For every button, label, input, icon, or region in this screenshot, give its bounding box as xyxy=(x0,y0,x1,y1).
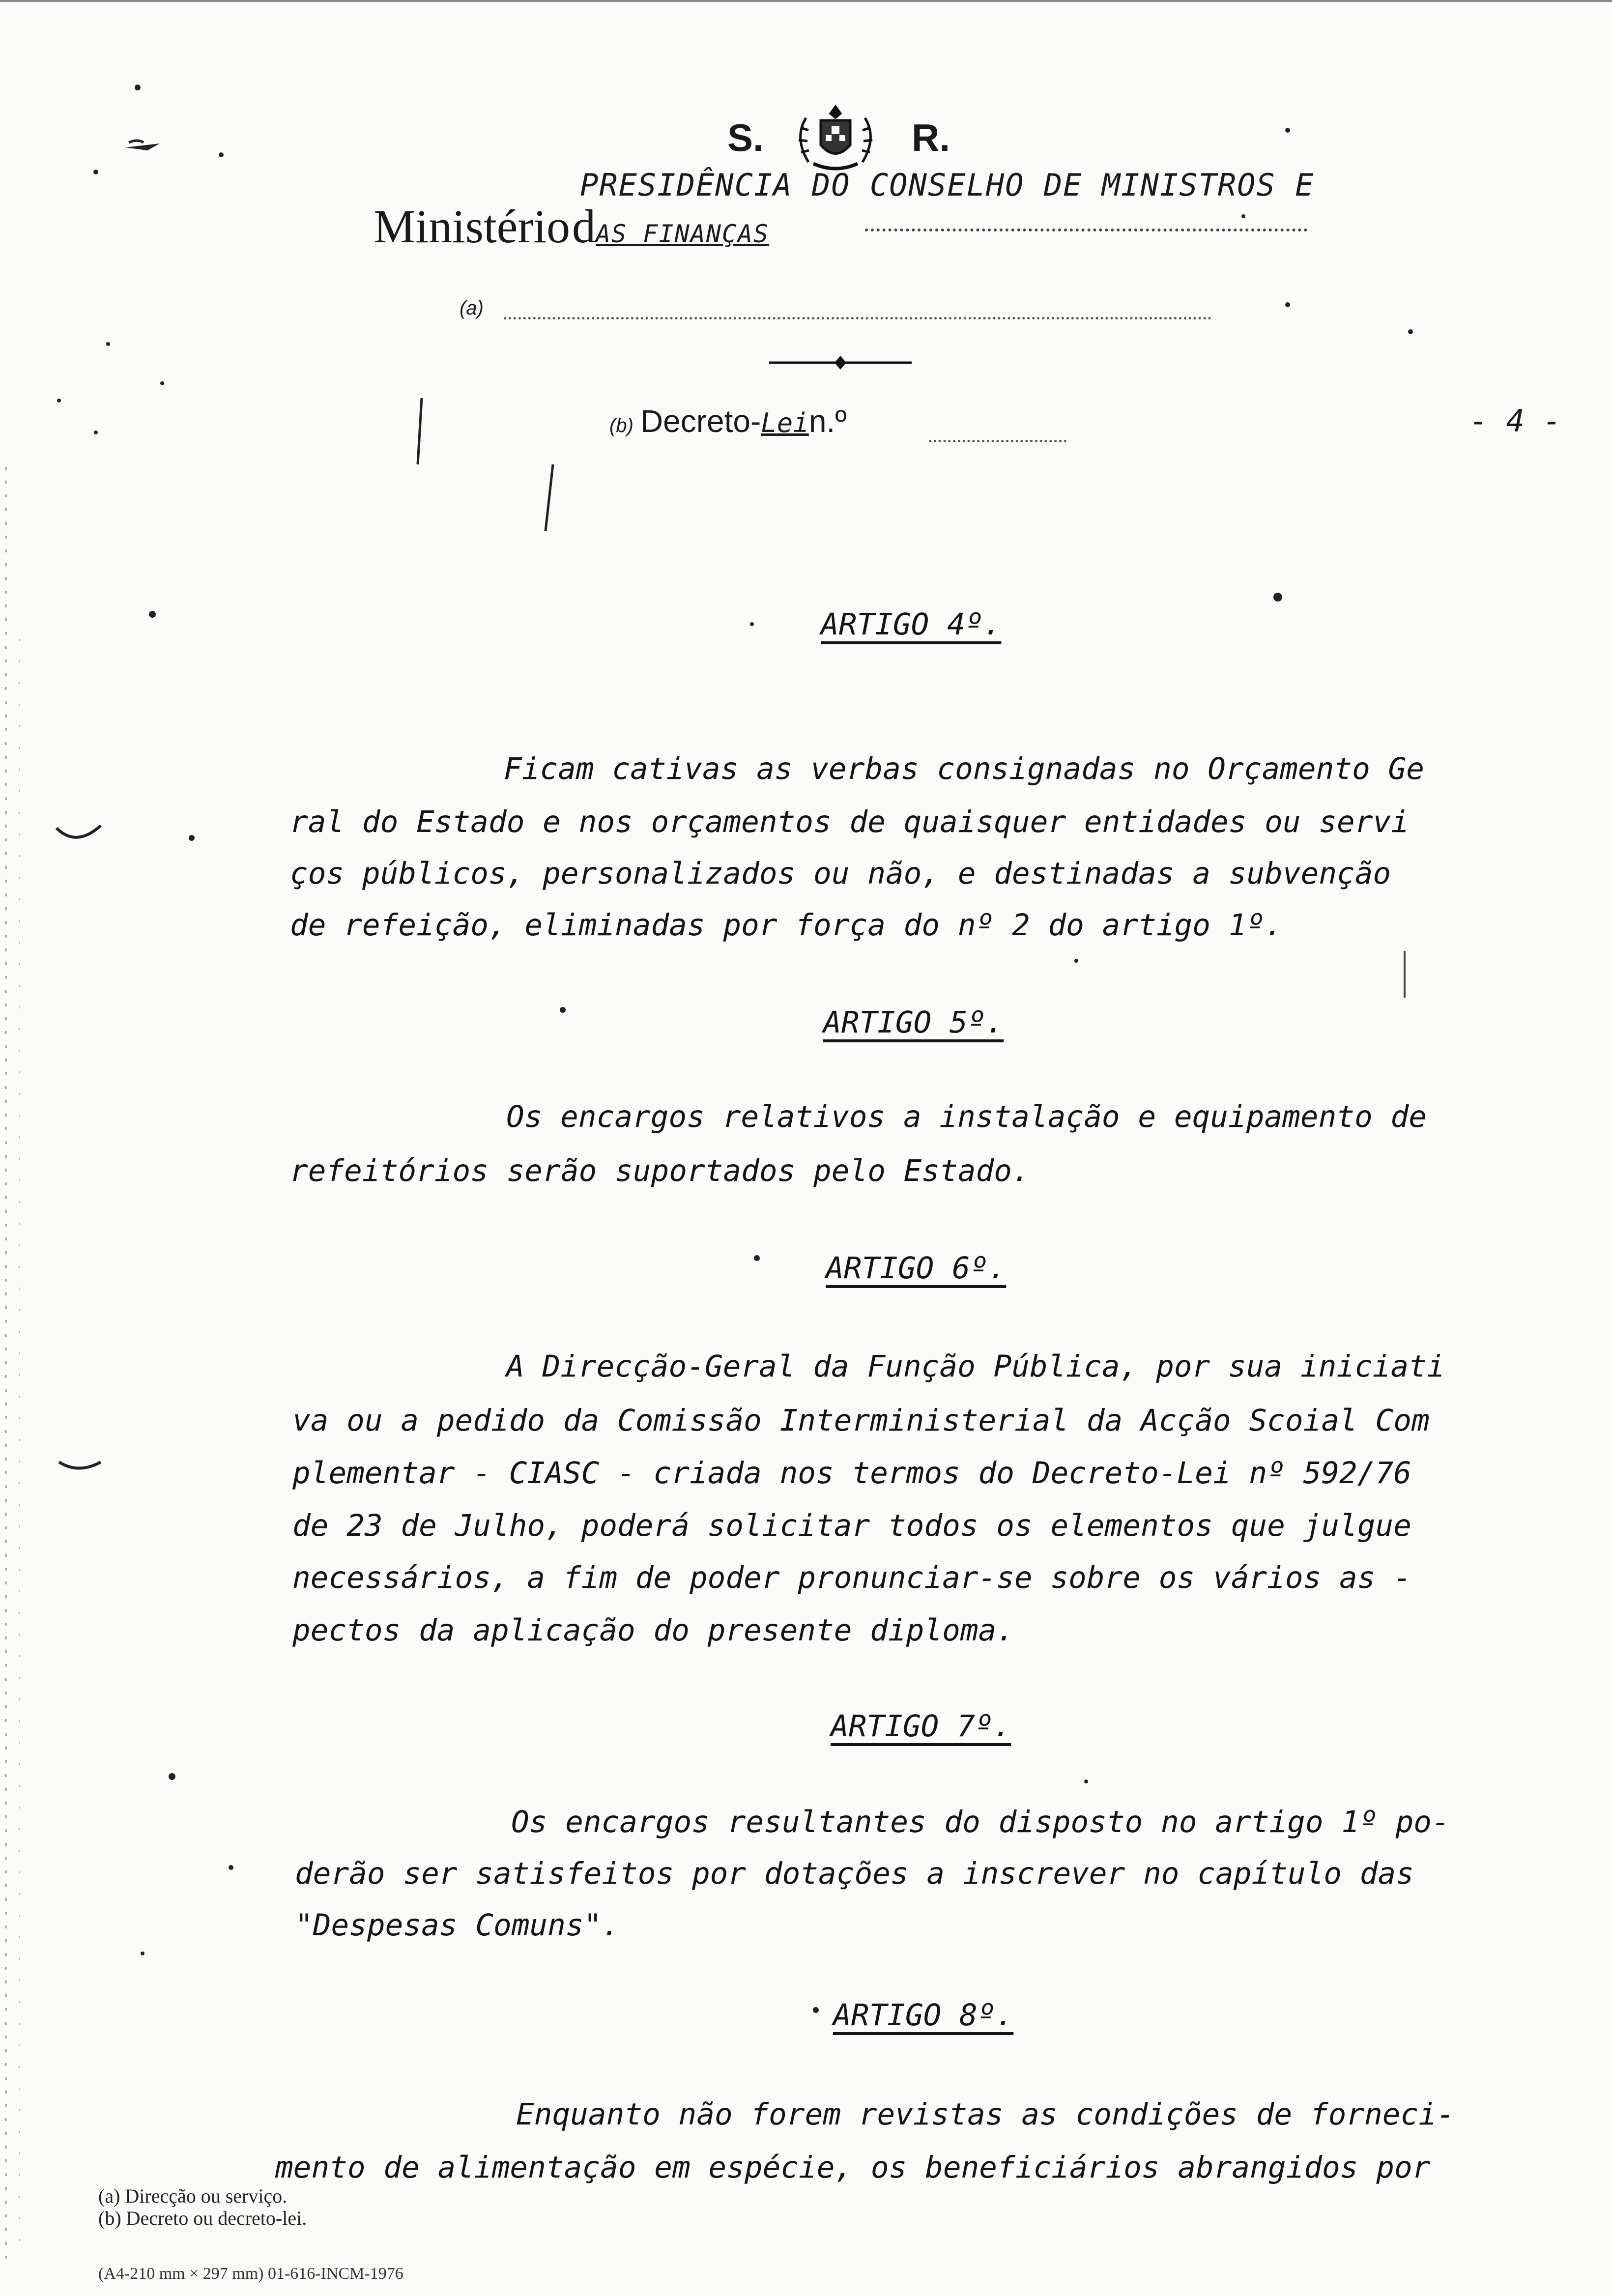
article-line: Enquanto não forem revistas as condições de forneci- xyxy=(516,2097,1455,2132)
field-b-mark: (b) xyxy=(609,415,633,436)
article-line: va ou a pedido da Comissão Interministerial da Acção Scoial Com xyxy=(292,1403,1430,1438)
ministerio-de: d xyxy=(572,200,596,253)
decreto-line xyxy=(609,403,847,439)
article-heading: ARTIGO 6º. xyxy=(826,1251,1007,1286)
decreto-label: Decreto- xyxy=(640,403,761,439)
letterhead-sr xyxy=(727,101,983,174)
letterhead-r: R. xyxy=(912,116,950,159)
field-a-dotted-line xyxy=(504,317,1211,319)
article-line: ral do Estado e nos orçamentos de quaisquer entidades ou servi xyxy=(290,804,1409,839)
footnote-b: (b) Decreto ou decreto-lei. xyxy=(98,2207,307,2229)
dotted-fill-line xyxy=(865,229,1307,231)
article-line: refeitórios serão suportados pelo Estado. xyxy=(290,1153,1030,1188)
article-line: "Despesas Comuns". xyxy=(295,1908,620,1943)
article-line: A Direcção-Geral da Função Pública, por sua iniciati xyxy=(506,1349,1445,1384)
article-line: mento de alimentação em espécie, os beneficiários abrangidos por xyxy=(275,2150,1431,2185)
coat-of-arms-icon xyxy=(786,101,885,174)
page-number: - 4 - xyxy=(1469,403,1561,439)
ornament-divider xyxy=(769,353,912,373)
article-heading: ARTIGO 4º. xyxy=(821,607,1002,642)
article-line: plementar - CIASC - criada nos termos do Decreto-Lei nº 592/76 xyxy=(292,1456,1411,1491)
article-heading: ARTIGO 7º. xyxy=(831,1709,1011,1744)
article-line: Os encargos resultantes do disposto no artigo 1º po- xyxy=(511,1805,1450,1839)
article-heading: ARTIGO 8º. xyxy=(833,1998,1014,2033)
article-line: pectos da aplicação do presente diploma. xyxy=(292,1613,1015,1648)
article-heading: ARTIGO 5º. xyxy=(823,1005,1004,1040)
article-line: Os encargos relativos a instalação e equipamento de xyxy=(506,1099,1427,1134)
article-line: ços públicos, personalizados ou não, e destinadas a subvenção xyxy=(290,856,1391,891)
decreto-type: Lei xyxy=(761,407,809,438)
presidencia-heading: PRESIDÊNCIA DO CONSELHO DE MINISTROS E xyxy=(580,167,1315,203)
article-line: derão ser satisfeitos por dotações a inscrever no capítulo das xyxy=(295,1856,1414,1891)
field-a-mark: (a) xyxy=(460,297,484,319)
article-line: de 23 de Julho, poderá solicitar todos os elementos que julgue xyxy=(292,1508,1411,1543)
print-code: (A4-210 mm × 297 mm) 01-616-INCM-1976 xyxy=(98,2265,403,2283)
decreto-dotted-line xyxy=(929,440,1066,442)
department-name: AS FINANÇAS xyxy=(595,220,770,248)
letterhead-s: S. xyxy=(727,116,764,159)
decreto-number-suffix: n.º xyxy=(808,403,847,439)
footnote-a: (a) Direcção ou serviço. xyxy=(98,2185,288,2207)
article-line: Ficam cativas as verbas consignadas no Orçamento Ge xyxy=(504,751,1424,786)
article-line: necessários, a fim de poder pronunciar-se sobre os vários as - xyxy=(292,1560,1411,1595)
ministerio-label: Ministério xyxy=(374,200,570,253)
ministerio-line xyxy=(374,199,769,254)
article-line: de refeição, eliminadas por força do nº 2 do artigo 1º. xyxy=(290,908,1283,943)
